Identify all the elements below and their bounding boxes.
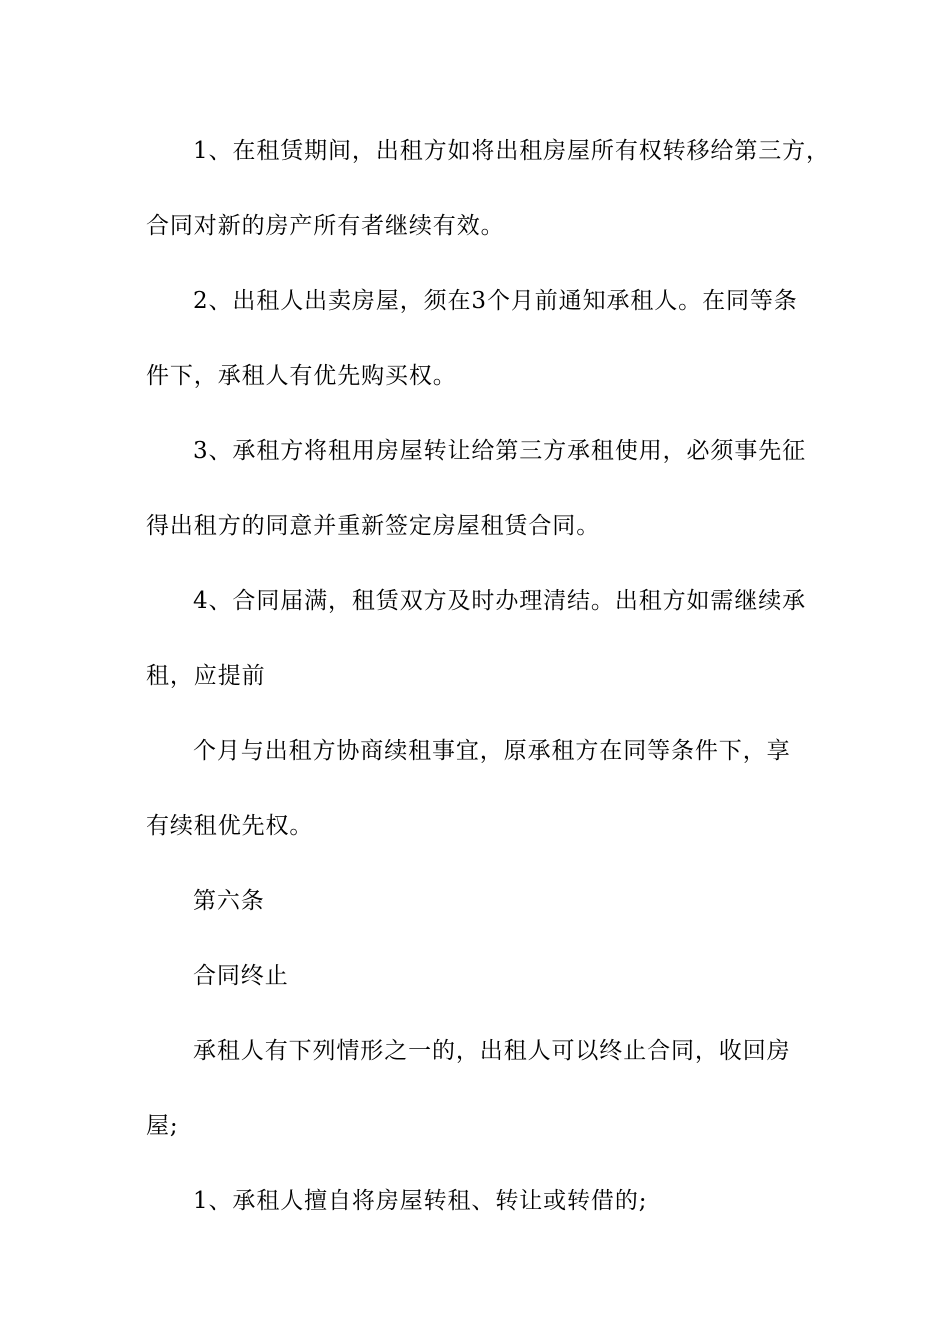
paragraph-line-15: 1、承租人擅自将房屋转租、转让或转借的; — [193, 1188, 648, 1214]
paragraph-line-5: 3、承租方将租用房屋转让给第三方承租使用，必须事先征 — [193, 438, 807, 464]
paragraph-line-9: 个月与出租方协商续租事宜，原承租方在同等条件下，享 — [193, 738, 791, 764]
paragraph-line-1: 1、在租赁期间，出租方如将出租房屋所有权转移给第三方， — [193, 138, 830, 164]
paragraph-line-4: 件下，承租人有优先购买权。 — [146, 363, 457, 389]
paragraph-line-10: 有续租优先权。 — [146, 813, 314, 839]
paragraph-line-3: 2、出租人出卖房屋，须在3个月前通知承租人。在同等条 — [193, 288, 798, 314]
paragraph-line-14: 屋; — [146, 1113, 179, 1139]
section-heading-title: 合同终止 — [193, 963, 289, 989]
section-heading-article: 第六条 — [193, 888, 265, 914]
paragraph-line-13: 承租人有下列情形之一的，出租人可以终止合同，收回房 — [193, 1038, 791, 1064]
paragraph-line-8: 租，应提前 — [146, 663, 266, 689]
paragraph-line-6: 得出租方的同意并重新签定房屋租赁合同。 — [146, 513, 601, 539]
paragraph-line-7: 4、合同届满，租赁双方及时办理清结。出租方如需继续承 — [193, 588, 807, 614]
paragraph-line-2: 合同对新的房产所有者继续有效。 — [146, 213, 505, 239]
